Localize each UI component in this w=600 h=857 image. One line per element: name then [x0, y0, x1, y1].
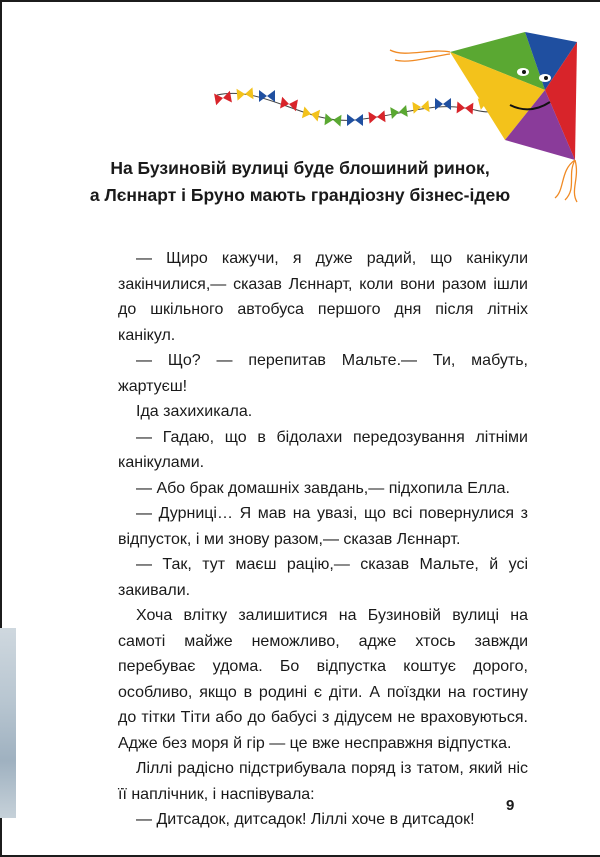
page-number: 9: [506, 797, 515, 814]
paragraph: — Дурниці… Я мав на увазі, що всі повернулися з відпусток, і ми знову разом,— сказав Лєннарт.: [118, 505, 528, 548]
paragraph: Іда захихикала.: [136, 403, 253, 420]
paragraph: — Так, тут маєш рацію,— сказав Мальте, й усі закивали.: [118, 556, 528, 599]
paragraph: — Гадаю, що в бідолахи передозування літніми канікулами.: [118, 428, 528, 471]
paragraph: — Що? — перепитав Мальте.— Ти, мабуть, жартуєш!: [118, 352, 528, 395]
chapter-title: [80, 155, 520, 209]
chapter-title-line-2: а Лєннарт і Бруно мають грандіозну бізнес-ідею: [89, 185, 511, 205]
paragraph: Ліллі радісно підстрибувала поряд із татом, який ніс її наплічник, і наспівувала:: [118, 760, 528, 803]
body-text: [118, 246, 528, 833]
paragraph: — Щиро кажучи, я дуже радий, що канікули закінчилися,— сказав Лєннарт, коли вони разом ішли до шкільного автобуса першого дня після літніх канікул.: [118, 250, 528, 344]
adjacent-page-image-edge: [0, 628, 16, 818]
paragraph: — Або брак домашніх завдань,— підхопила Елла.: [136, 479, 510, 497]
chapter-title-line-1: На Бузиновій вулиці буде блошиний ринок,: [110, 158, 490, 178]
paragraph: Хоча влітку залишитися на Бузиновій вулиці на самоті майже неможливо, адже хтось завжди перебуває удома. Бо відпустка коштує дорого, особливо, якщо в родині є діти. А поїздки на гостину до тітки Тіти або до бабусі з дідусем не враховуються. Адже без моря й гір — це вже несправжня відпустка.: [118, 607, 528, 752]
kite-body: [450, 32, 577, 160]
paragraph: — Дитсадок, дитсадок! Ліллі хоче в дитсадок!: [136, 811, 475, 828]
